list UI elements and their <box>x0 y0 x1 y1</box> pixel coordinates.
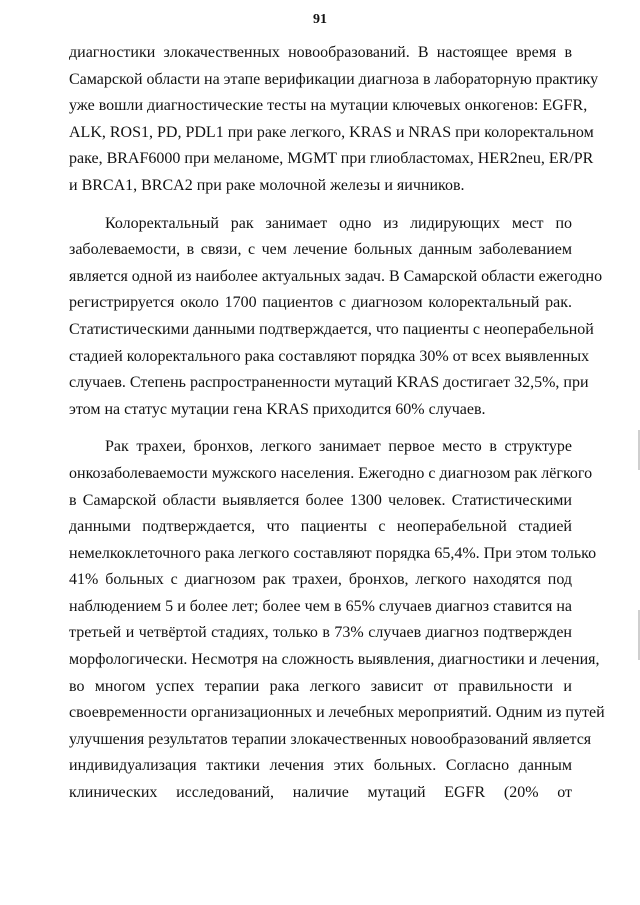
text-line: немелкоклеточного рака легкого составляют порядка 65,4%. При этом только <box>69 544 597 562</box>
text-line: стадией колоректального рака составляют порядка 30% от всех выявленных <box>69 347 590 365</box>
text-line: наблюдением 5 и более лет; более чем в 65% случаев диагноз ставится на <box>69 597 572 615</box>
text-line: Колоректальный рак занимает одно из лидирующих мест по <box>105 214 572 232</box>
text-line: случаев. Степень распространенности мутаций KRAS достигает 32,5%, при <box>69 374 589 392</box>
text-line: данными подтверждается, что пациенты с неоперабельной стадией <box>69 518 572 536</box>
text-line: Рак трахеи, бронхов, легкого занимает первое место в структуре <box>105 438 572 456</box>
text-line: Самарской области на этапе верификации диагноза в лабораторную практику <box>69 70 599 88</box>
text-line: ALK, ROS1, PD, PDL1 при раке легкого, KRAS и NRAS при колоректальном <box>69 123 594 141</box>
text-line: и BRCA1, BRCA2 при раке молочной железы и яичников. <box>69 176 465 194</box>
paragraph <box>69 211 603 424</box>
text-line: клинических исследований, наличие мутаций EGFR (20% от <box>69 784 572 802</box>
paragraph <box>69 434 605 806</box>
text-line: регистрируется около 1700 пациентов с диагнозом колоректальный рак. <box>69 294 572 312</box>
document-body <box>69 40 605 818</box>
text-line: в Самарской области выявляется более 1300 человек. Статистическими <box>69 491 572 509</box>
text-line: индивидуализация тактики лечения этих больных. Согласно данным <box>69 757 572 775</box>
text-line: этом на статус мутации гена KRAS приходится 60% случаев. <box>69 400 486 418</box>
text-line: является одной из наиболее актуальных задач. В Самарской области ежегодно <box>69 267 603 285</box>
text-line: раке, BRAF6000 при меланоме, MGMT при глиобластомах, HER2neu, ER/PR <box>69 150 594 168</box>
text-line: третьей и четвёртой стадиях, только в 73% случаев диагноз подтвержден <box>69 624 572 642</box>
text-line: своевременности организационных и лечебных мероприятий. Одним из путей <box>69 704 605 722</box>
text-line: 41% больных с диагнозом рак трахеи, бронхов, легкого находятся под <box>69 571 572 589</box>
page-number: 91 <box>313 12 327 27</box>
text-line: заболеваемости, в связи, с чем лечение больных данным заболеванием <box>69 241 572 259</box>
text-line: онкозаболеваемости мужского населения. Ежегодно с диагнозом рак лёгкого <box>69 464 593 482</box>
text-line: уже вошли диагностические тесты на мутации ключевых онкогенов: EGFR, <box>69 97 588 115</box>
paragraph <box>69 40 599 200</box>
text-line: улучшения результатов терапии злокачественных новообразований является <box>69 730 592 748</box>
text-line: морфологически. Несмотря на сложность выявления, диагностики и лечения, <box>69 651 600 669</box>
text-line: диагностики злокачественных новообразований. В настоящее время в <box>69 44 572 61</box>
text-line: во многом успех терапии рака легкого зависит от правильности и <box>69 677 572 695</box>
text-line: Статистическими данными подтверждается, что пациенты с неоперабельной <box>69 320 594 338</box>
